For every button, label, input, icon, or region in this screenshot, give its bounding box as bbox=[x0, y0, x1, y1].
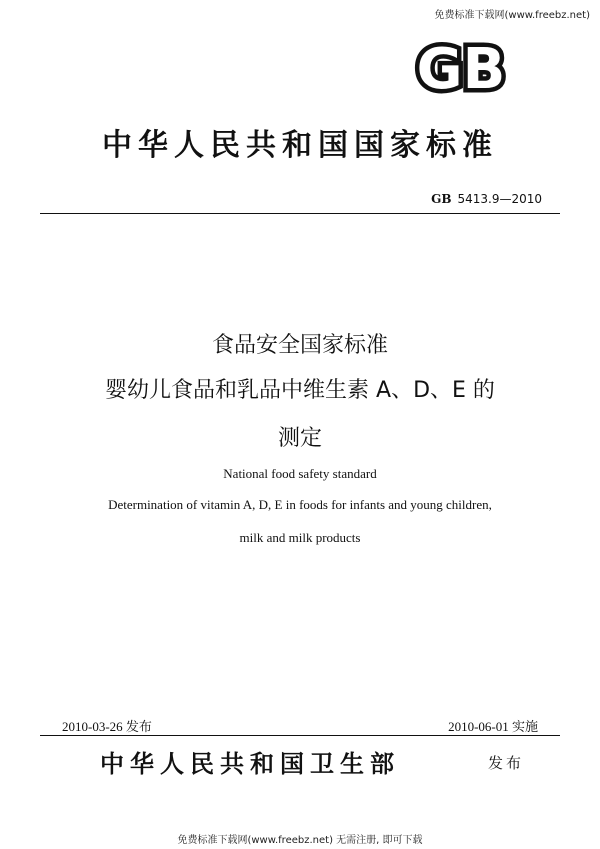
gb-logo-letters bbox=[417, 40, 506, 94]
title-cn-line1: 食品安全国家标准 bbox=[211, 333, 388, 358]
header-divider bbox=[40, 213, 560, 214]
title-cn-line3: 测定 bbox=[277, 426, 322, 451]
title-en-line3: milk and milk products bbox=[239, 530, 361, 545]
issuing-authority: 中华人民共和国卫生部 bbox=[100, 749, 400, 778]
national-standard-heading: 中华人民共和国国家标准 bbox=[102, 128, 498, 163]
issue-label: 发布 bbox=[488, 754, 525, 772]
standard-number bbox=[431, 192, 542, 206]
standard-prefix: GB bbox=[431, 192, 452, 206]
gb-logo bbox=[402, 40, 520, 94]
watermark-bottom: 免费标准下载网(www.freebz.net) 无需注册, 即可下载 bbox=[177, 835, 423, 846]
standard-code: 5413.9—2010 bbox=[457, 192, 542, 206]
title-cn-line2: 婴幼儿食品和乳品中维生素 A、D、E 的 bbox=[105, 378, 495, 403]
gb-logo-text: GB bbox=[416, 40, 506, 94]
watermark-top: 免费标准下载网(www.freebz.net) bbox=[434, 10, 590, 21]
footer-divider bbox=[40, 735, 560, 736]
implementation-date: 2010-06-01 实施 bbox=[448, 719, 538, 734]
issue-date: 2010-03-26 发布 bbox=[62, 719, 152, 734]
title-en-line1: National food safety standard bbox=[223, 466, 377, 481]
title-en-line2: Determination of vitamin A, D, E in foods for infants and young children, bbox=[108, 497, 492, 512]
